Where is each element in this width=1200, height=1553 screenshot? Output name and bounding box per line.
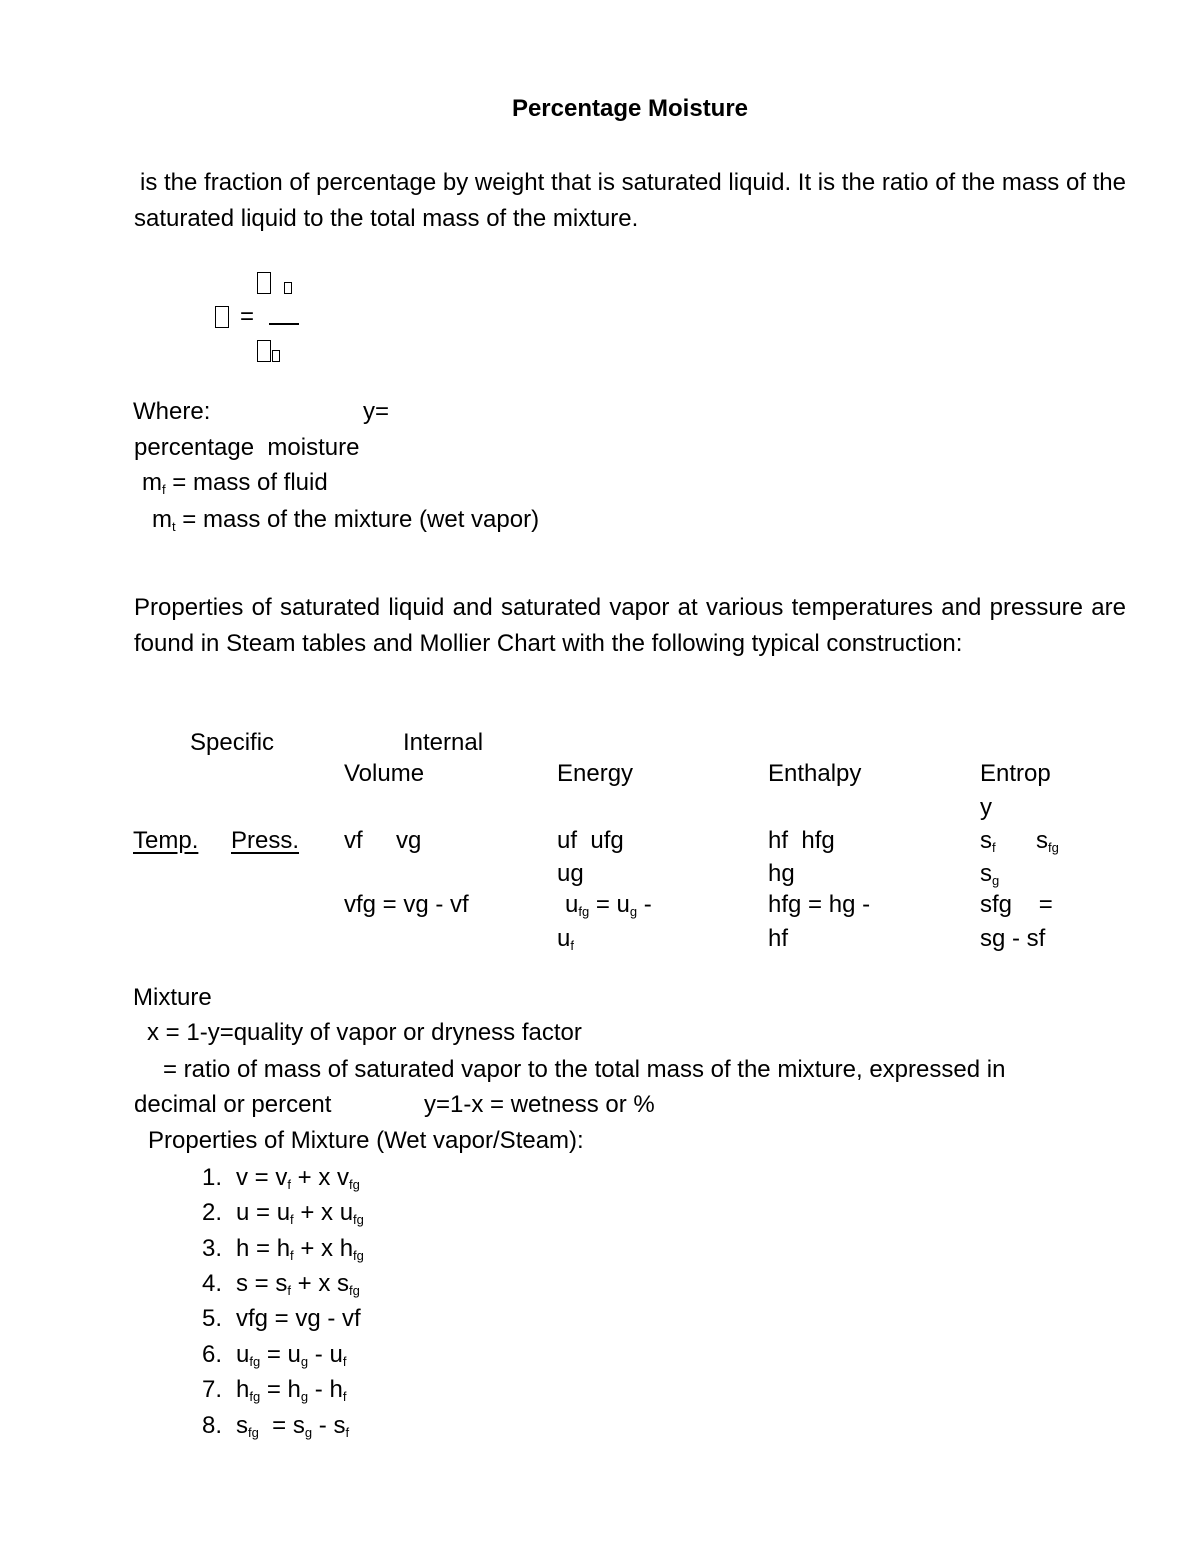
enthalpy-row-3: hfg = hg - [768, 891, 871, 918]
mixture-properties-label: Properties of Mixture (Wet vapor/Steam): [148, 1127, 584, 1154]
formula-text: + x u [293, 1199, 354, 1226]
formula-text: v = v [236, 1164, 288, 1191]
list-item-formula [236, 1235, 364, 1262]
subscript: g [300, 1354, 309, 1369]
where-y-definition: percentage moisture [134, 434, 360, 461]
list-item [202, 1414, 349, 1439]
enthalpy-row-2: hg [768, 860, 795, 887]
entropy-row-2: $s_g$ [980, 860, 1000, 888]
list-item [202, 1272, 360, 1297]
header-enthalpy: Enthalpy [768, 760, 862, 787]
header-energy: Energy [557, 760, 634, 787]
subscript: f [342, 1354, 347, 1369]
energy-row-2: ug [557, 860, 584, 887]
header-specific: Specific [190, 729, 275, 756]
formula-text: = u [260, 1341, 301, 1368]
list-item-number: 5. [202, 1305, 223, 1332]
enthalpy-row-1: hf hfg [768, 827, 835, 854]
energy-row-4: $u_f$ [557, 925, 574, 953]
where-mt-definition: $m_t$ = mass of the mixture (wet vapor) [152, 506, 540, 534]
list-item [202, 1166, 360, 1191]
subscript: f [287, 1283, 291, 1298]
where-mf-definition: $m_f$ = mass of fluid [142, 469, 328, 497]
list-item-number: 3. [202, 1235, 223, 1262]
entropy-row-3: sfg = [980, 891, 1053, 918]
where-y-label: y= [363, 398, 390, 425]
formula-text: - s [312, 1412, 346, 1439]
subscript: f [287, 1177, 291, 1192]
list-item [202, 1201, 364, 1226]
list-item-formula [236, 1199, 364, 1226]
formula-text: = s [258, 1412, 305, 1439]
where-label: Where: [133, 398, 211, 425]
formula-lhs-symbol [215, 306, 229, 328]
mixture-label: Mixture [133, 984, 212, 1011]
entropy-row-1b: $s_{fg}$ [1036, 827, 1059, 855]
energy-row-1: uf ufg [557, 827, 624, 854]
header-volume: Volume [344, 760, 425, 787]
mixture-quality-line: x = 1-y=quality of vapor or dryness factor [147, 1019, 582, 1046]
volume-row-1: vf vg [344, 827, 422, 854]
list-item-formula [236, 1412, 349, 1439]
subscript: f [342, 1389, 347, 1404]
mixture-decimal-line: decimal or percent [134, 1091, 332, 1118]
properties-intro-paragraph: Properties of saturated liquid and saturated vapor at various temperatures and pressure are found in Steam tables and Mollier Chart with the following typical construction: [134, 594, 1126, 657]
list-item [202, 1378, 346, 1403]
subscript: fg [353, 1212, 364, 1227]
energy-row-3: $u_{fg} = u_g$ - [565, 891, 652, 919]
mixture-ratio-line: = ratio of mass of saturated vapor to the total mass of the mixture, expressed in [163, 1056, 1006, 1083]
formula-text: = h [260, 1376, 301, 1403]
subscript: fg [349, 1283, 360, 1298]
enthalpy-row-4: hf [768, 925, 789, 952]
formula-text: + x v [290, 1164, 350, 1191]
formula-text: + x h [293, 1235, 354, 1262]
subscript: fg [353, 1248, 364, 1263]
formula-numerator-symbol [257, 272, 271, 294]
list-item-formula [236, 1164, 360, 1191]
formula-equals: = [240, 303, 255, 330]
list-item [202, 1307, 361, 1331]
mixture-wetness: y=1-x = wetness or % [424, 1091, 655, 1118]
formula-denominator-symbol [257, 340, 271, 362]
list-item [202, 1237, 364, 1262]
subscript: fg [349, 1177, 360, 1192]
list-item-number: 8. [202, 1412, 223, 1439]
list-item-number: 2. [202, 1199, 223, 1226]
formula-text: s = s [236, 1270, 288, 1297]
col-temp: Temp. [133, 827, 199, 854]
list-item-number: 6. [202, 1341, 223, 1368]
formula-numerator-subscript [284, 282, 292, 294]
header-entropy-wrap: y [980, 794, 992, 821]
definition-paragraph: is the fraction of percentage by weight that is saturated liquid. It is the ratio of the mass of the saturated liquid to the total mass of the mixture. [134, 169, 1126, 232]
formula-text: - u [308, 1341, 343, 1368]
header-entropy: Entrop [980, 760, 1051, 787]
page-title: Percentage Moisture [511, 95, 749, 122]
col-press: Press. [231, 827, 300, 854]
list-item-number: 1. [202, 1164, 223, 1191]
formula-text: - h [308, 1376, 343, 1403]
subscript: fg [248, 1425, 259, 1440]
list-item-formula [236, 1270, 360, 1297]
volume-row-2: vfg = vg - vf [344, 891, 469, 918]
formula-text: + x s [290, 1270, 350, 1297]
subscript: f [345, 1425, 350, 1440]
entropy-row-1: $s_f$ [980, 827, 996, 855]
subscript: g [304, 1425, 313, 1440]
subscript: g [300, 1389, 309, 1404]
formula-text: h [236, 1376, 250, 1403]
formula-denominator-subscript [272, 350, 280, 362]
list-item-formula [236, 1341, 346, 1368]
formula-fraction-bar [269, 323, 299, 325]
subscript: f [290, 1248, 294, 1263]
subscript: fg [249, 1389, 261, 1404]
formula-text: u = u [236, 1199, 291, 1226]
formula-text: s [236, 1412, 248, 1439]
formula-text: h = h [236, 1235, 291, 1262]
formula-text: vfg = vg - vf [236, 1305, 361, 1332]
subscript: fg [249, 1354, 261, 1369]
entropy-row-4: sg - sf [980, 925, 1046, 952]
formula-text: u [236, 1341, 250, 1368]
list-item-formula [236, 1305, 361, 1332]
list-item-number: 4. [202, 1270, 223, 1297]
subscript: f [290, 1212, 294, 1227]
list-item-number: 7. [202, 1376, 223, 1403]
header-internal: Internal [403, 729, 484, 756]
list-item [202, 1343, 346, 1368]
list-item-formula [236, 1376, 346, 1403]
